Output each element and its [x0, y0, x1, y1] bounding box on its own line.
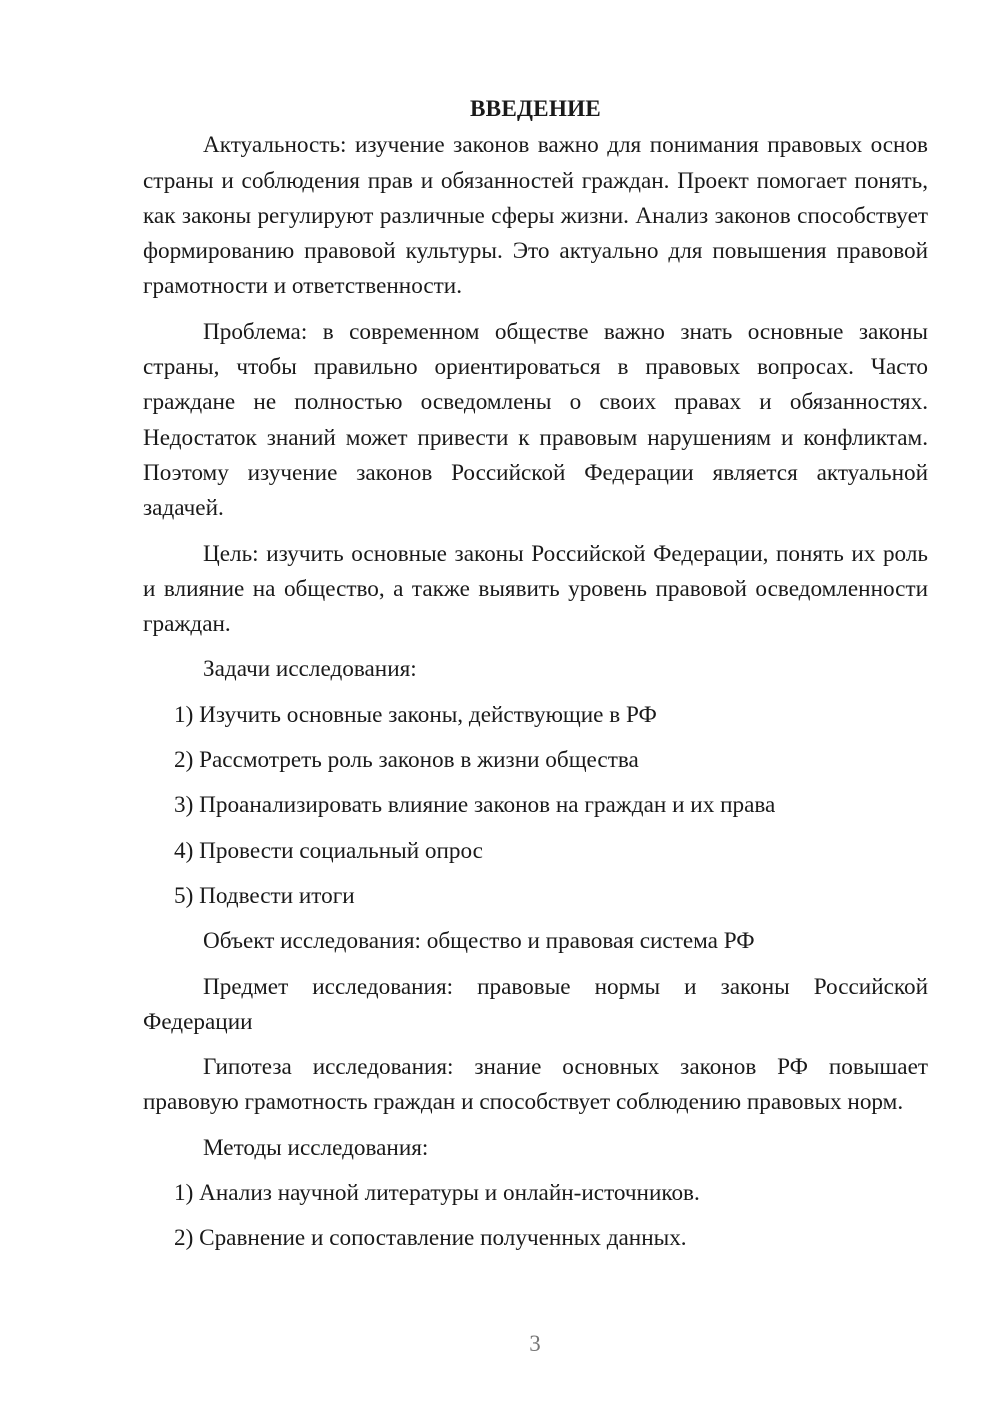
page-number: 3 [529, 1331, 541, 1356]
tasks-title: Задачи исследования: [203, 656, 417, 683]
hypothesis-paragraph: Гипотеза исследования: знание основных законов РФ повышает правовую грамотность граждан и способствует соблюдению правовых норм. [143, 1054, 928, 1116]
problem-paragraph: Проблема: в современном обществе важно знать основные законы страны, чтобы правильно ориентироваться в правовых вопросах. Часто граждане не полностью осведомлены о своих правах и обязанностях. Недостаток знаний может привести к правовым нарушениям и конфликтам. Поэтому изучение законов Российской Федерации является актуальной задачей. [143, 318, 928, 522]
goal-paragraph: Цель: изучить основные законы Российской Федерации, понять их роль и влияние на общество, а также выявить уровень правовой осведомленности граждан. [143, 540, 928, 638]
object-line: Объект исследования: общество и правовая система РФ [203, 928, 755, 955]
subject-paragraph: Предмет исследования: правовые нормы и законы Российской Федерации [143, 973, 928, 1035]
relevance-paragraph: Актуальность: изучение законов важно для понимания правовых основ страны и соблюдения прав и обязанностей граждан. Проект помогает понять, как законы регулируют различные сферы жизни. Анализ законов способствует формированию правовой культуры. Это актуально для повышения правовой грамотности и ответственности. [143, 132, 928, 300]
methods-title: Методы исследования: [203, 1134, 429, 1161]
task-item-3: 3) Проанализировать влияние законов на граждан и их права [174, 792, 776, 819]
method-item-2: 2) Сравнение и сопоставление полученных данных. [174, 1225, 687, 1252]
task-item-2: 2) Рассмотреть роль законов в жизни общества [174, 747, 639, 774]
section-heading: ВВЕДЕНИЕ [470, 96, 601, 122]
task-item-1: 1) Изучить основные законы, действующие в РФ [174, 701, 657, 728]
method-item-1: 1) Анализ научной литературы и онлайн-источников. [174, 1180, 700, 1207]
task-item-4: 4) Провести социальный опрос [174, 837, 483, 864]
task-item-5: 5) Подвести итоги [174, 882, 355, 909]
page-content [143, 92, 928, 1267]
